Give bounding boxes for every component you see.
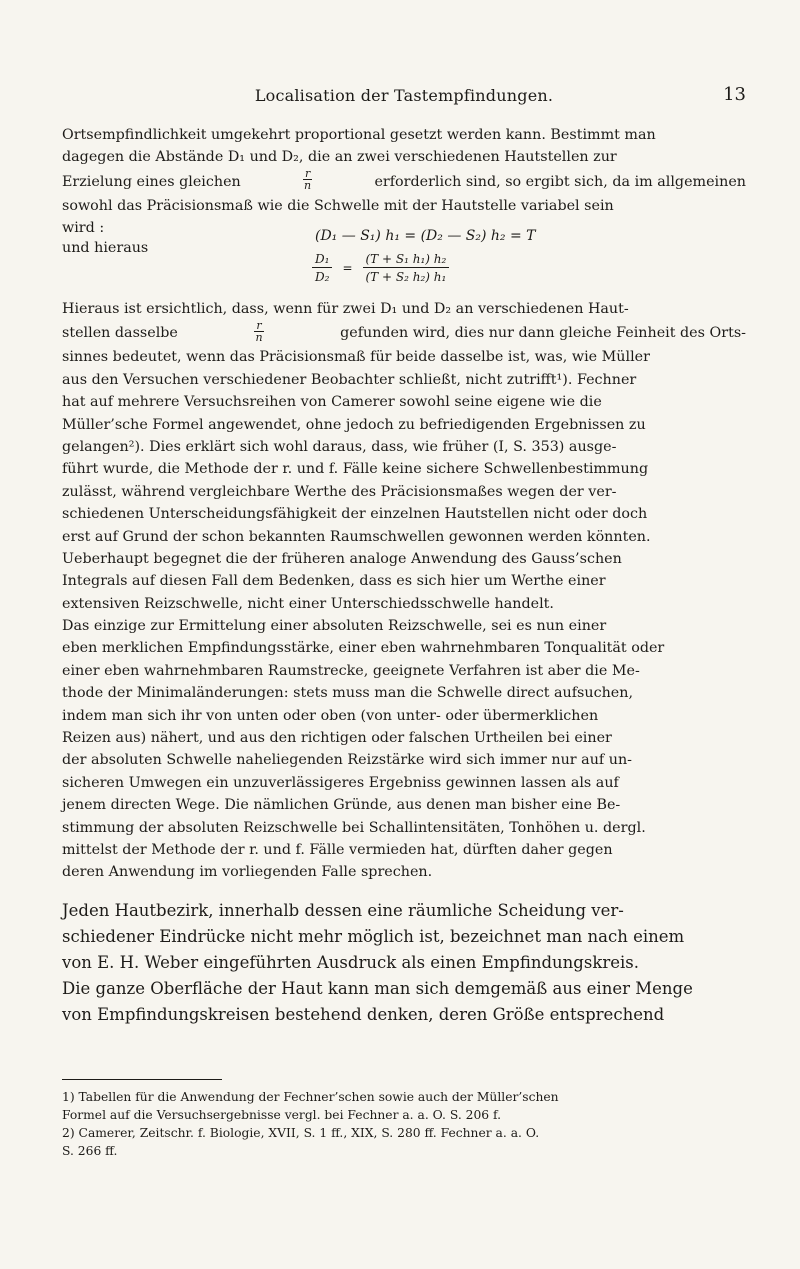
text-line: Ueberhaupt begegnet die der früheren analoge Anwendung des Gauss’schen [62,550,622,567]
text-line: Das einzige zur Ermittelung einer absoluten Reizschwelle, sei es nun einer [62,618,607,635]
text-line: stimmung der absoluten Reizschwelle bei Schallintensitäten, Tonhöhen u. dergl. [62,819,646,836]
text-segment: gefunden wird, dies nur dann gleiche Feinheit des Orts- [340,325,746,342]
formula-threshold: (D₁ — S₁) h₁ = (D₂ — S₂) h₂ = T [315,228,536,244]
fraction-numerator: r [304,167,311,181]
ratio-rhs-numerator: (T + S₁ h₁) h₂ [363,252,450,268]
ratio-rhs [363,252,450,284]
text-line: Jeden Hautbezirk, innerhalb dessen eine räumliche Scheidung ver- [62,901,624,920]
footnote-2-line: S. 266 ff. [62,1144,118,1158]
text-line: von Empfindungskreisen bestehend denken, deren Größe entsprechend [62,1005,665,1024]
footnotes [62,1088,746,1160]
text-line: von E. H. Weber eingeführten Ausdruck als einen Empfindungskreis. [62,953,639,972]
formula-ratio [312,252,449,284]
text-line: Ortsempfindlichkeit umgekehrt proportional gesetzt werden kann. Bestimmt man [62,127,656,143]
text-segment: stellen dasselbe [62,325,178,342]
text-line: Integrals auf diesen Fall dem Bedenken, dass es sich hier um Werthe einer [62,573,606,590]
fraction-denominator: n [255,330,263,344]
text-line: aus den Versuchen verschiedener Beobachter schließt, nicht zutrifft¹). Fechner [62,371,637,388]
ratio-lhs-numerator: D₁ [312,252,332,268]
footnote-2-line: 2) Camerer, Zeitschr. f. Biologie, XVII, S. 1 ff., XIX, S. 280 ff. Fechner a. a. O. [62,1126,540,1140]
text-segment: erforderlich sind, so ergibt sich, da im allgemeinen [374,173,746,190]
text-line: führt wurde, die Methode der r. und f. Fälle keine sichere Schwellenbestimmung [62,461,649,478]
paragraph-1 [62,124,746,240]
fraction-denominator: n [304,179,312,193]
equals-sign: = [342,261,353,275]
text-line: extensiven Reizschwelle, nicht einer Unterschiedsschwelle handelt. [62,595,554,612]
text-segment: Erzielung eines gleichen [62,173,241,190]
text-line: einer eben wahrnehmbaren Raumstrecke, geeignete Verfahren ist aber die Me- [62,662,640,679]
text-line: wird : [62,220,105,237]
text-line: sicheren Umwegen ein unzuverlässigeres Ergebniss gewinnen lassen als auf [62,774,619,791]
text-line: jenem directen Wege. Die nämlichen Gründe, aus denen man bisher eine Be- [62,797,621,814]
text-line: deren Anwendung im vorliegenden Falle sprechen. [62,864,433,881]
text-line: sinnes bedeutet, wenn das Präcisionsmaß für beide dasselbe ist, was, wie Müller [62,349,650,366]
text-line: schiedener Eindrücke nicht mehr möglich ist, bezeichnet man nach einem [62,927,685,946]
page-number: 13 [723,84,746,105]
text-line: der absoluten Schwelle naheliegenden Reizstärke wird sich immer nur auf un- [62,752,632,769]
text-line: dagegen die Abstände D₁ und D₂, die an zwei verschiedenen Hautstellen zur [62,149,617,166]
running-header [62,86,746,108]
text-line: schiedenen Unterscheidungsfähigkeit der einzelnen Hautstellen nicht oder doch [62,506,648,523]
footnote-1-line: 1) Tabellen für die Anwendung der Fechner’schen sowie auch der Müller’schen [62,1090,559,1104]
footnote-rule [62,1079,222,1080]
text-line: sowohl das Präcisionsmaß wie die Schwelle mit der Hautstelle variabel sein [62,197,614,214]
text-line: erst auf Grund der schon bekannten Raumschwellen gewonnen werden könnten. [62,528,651,545]
text-line: zulässt, während vergleichbare Werthe des Präcisionsmaßes wegen der ver- [62,483,617,500]
text-line: mittelst der Methode der r. und f. Fälle vermieden hat, dürften daher gegen [62,841,613,858]
text-line: Hieraus ist ersichtlich, dass, wenn für zwei D₁ und D₂ an verschiedenen Haut- [62,301,629,317]
fraction-numerator: r [256,318,262,332]
paragraph-2 [62,298,746,884]
fraction-r-over-n [303,168,312,191]
text-line: indem man sich ihr von unten oder oben (von unter- oder übermerklichen [62,707,599,724]
und-hieraus-label: und hieraus [62,240,149,256]
ratio-rhs-denominator: (T + S₂ h₂) h₁ [365,270,447,284]
text-line [62,320,746,346]
header-title: Localisation der Tastempfindungen. [254,86,554,105]
paragraph-3 [62,898,746,1028]
text-line: thode der Minimaländerungen: stets muss man die Schwelle direct aufsuchen, [62,685,634,702]
text-line: Reizen aus) nähert, und aus den richtigen oder falschen Urtheilen bei einer [62,730,612,747]
text-line: Müller’sche Formel angewendet, ohne jedoch zu befriedigenden Ergebnissen zu [62,416,646,433]
fraction-r-over-n [254,320,263,343]
ratio-lhs-denominator: D₂ [315,270,330,284]
text-line: gelangen²). Dies erklärt sich wohl daraus, dass, wie früher (I, S. 353) ausge- [62,438,617,455]
text-line: hat auf mehrere Versuchsreihen von Camerer sowohl seine eigene wie die [62,394,602,411]
footnote-1-line: Formel auf die Versuchsergebnisse vergl. bei Fechner a. a. O. S. 206 f. [62,1108,502,1122]
text-line: Die ganze Oberfläche der Haut kann man sich demgemäß aus einer Menge [62,979,693,998]
text-line [62,169,746,195]
ratio-lhs [312,252,332,284]
text-line: eben merklichen Empfindungsstärke, einer eben wahrnehmbaren Tonqualität oder [62,640,665,657]
